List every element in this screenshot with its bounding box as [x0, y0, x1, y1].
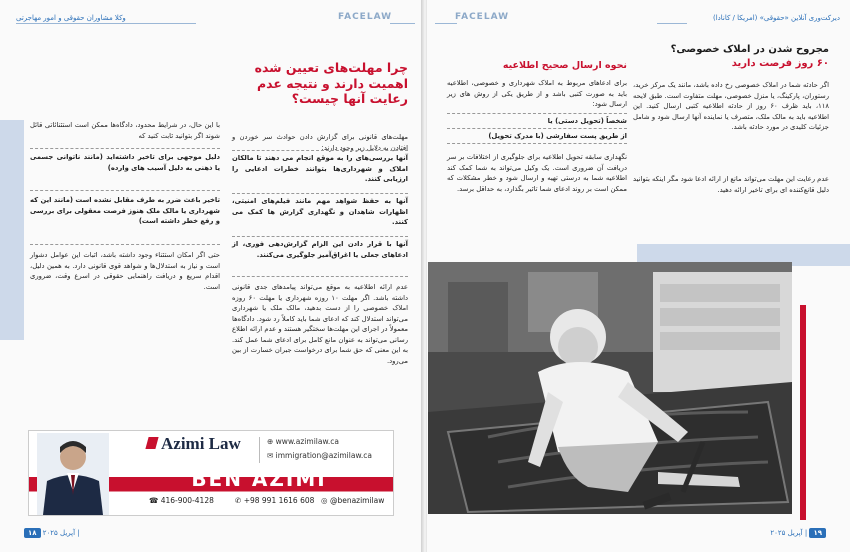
- phone-1-text: 416-900-4128: [160, 496, 214, 505]
- firm-name: Azimi Law: [161, 434, 241, 453]
- left-col-right-intro: مهلت‌های قانونی برای گزارش دادن حوادث سر خوردن و افتادن به دلایل زیر وجود دارند:: [232, 133, 408, 152]
- divider: [232, 236, 408, 238]
- left-blue-block: [0, 120, 24, 340]
- ad-divider: [259, 437, 260, 463]
- phone-1[interactable]: [149, 496, 214, 505]
- divider: [232, 276, 408, 278]
- divider: [232, 150, 408, 152]
- right-footer-date: آپریل ۲۰۲۵ |: [770, 529, 808, 537]
- notice-bullet-2: از طریق پست سفارشی (با مدرک تحویل): [488, 132, 627, 140]
- lawyer-name: BEN AZIMI: [191, 467, 327, 491]
- left-col-right-p1: آنها بررسی‌های را به موقع انجام می‌ دهند تا مالکان املاک و شهرداری‌ها بتوانند خطرات ادعایی را ارزیابی کنند.: [232, 154, 408, 184]
- email-text: immigration@azimilaw.ca: [275, 451, 372, 460]
- red-accent-bar: [800, 305, 806, 520]
- notice-title: نحوه ارسال صحیح اطلاعیه: [502, 60, 627, 71]
- left-page: [0, 0, 423, 552]
- private-property-p1: اگر حادثه شما در املاک خصوصی رخ داده باشد، مانند یک مرکز خرید، رستوران، پارکینگ، یا منزل خصوصی، مهلت متفاوت است. طبق لایحه ۱۱۸، باید ظرف ۶۰ روز از حادثه اطلاعیه کتبی ارسال کنید. این اطلاعیه باید به مالک ملک، متصرف یا نماینده آنها ارسال شود و شامل جزئیات کلیدی در مورد حادثه باشد.: [633, 81, 830, 132]
- notice-p1: برای ادعاهای مربوط به املاک شهرداری و خصوصی، اطلاعیه باید به صورت کتبی باشد و از طریق یکی از روش های زیر ارسال شود:: [447, 79, 627, 109]
- divider: [30, 244, 220, 246]
- left-col-right-p3: آنها با قرار دادن این الزام گزارش‌دهی فوری، از ادعاهای جعلی یا اغراق‌آمیز جلوگیری می‌کنند.: [232, 240, 408, 259]
- fallen-woman-photo: [428, 262, 792, 514]
- notice-bullet-1: شخصاً (تحویل دستی) یا: [547, 117, 627, 125]
- divider: [30, 148, 220, 150]
- divider: [30, 190, 220, 192]
- right-brand: FACELAW: [455, 12, 510, 22]
- left-col-right-p2: آنها به حفظ شواهد مهم مانند فیلم‌های امنیتی، اظهارات شاهدان و نگهداری گزارش ها کمک می کنند.: [232, 197, 408, 227]
- left-page-number: ۱۸: [24, 528, 41, 538]
- phone-2[interactable]: [235, 496, 314, 505]
- website-link[interactable]: ⊕ www.azimilaw.ca: [267, 437, 340, 446]
- whatsapp-icon: ✆: [235, 496, 242, 505]
- divider: [447, 143, 627, 145]
- right-footer: [770, 528, 826, 538]
- left-running-head: وکلا مشاوران حقوقی و امور مهاجرتی: [16, 14, 126, 22]
- left-col-left-p2: تاخیر باعث ضرر به طرف مقابل نشده است (مانند این که شهرداری یا مالک ملک هنوز فرصت معقولی برای بررسی و رفع خطر داشته است): [30, 196, 220, 226]
- left-brand: FACELAW: [338, 12, 393, 22]
- azimi-law-ad[interactable]: [28, 430, 394, 516]
- left-head-rule-2: [390, 23, 415, 24]
- left-col-left-p3: حتی اگر امکان استثناء وجود داشته باشد، اثبات این عوامل دشوار است و نیاز به استدلال‌ها و شواهد قوی قانونی دارد. به همین دلیل، اقدام سریع و دریافت راهنمایی حقوقی در اسرع وقت، ضروری است.: [30, 251, 220, 291]
- private-property-title: مجروح شدن در املاک خصوصی؟: [670, 44, 829, 55]
- left-footer-date: آپریل ۲۰۲۵ |: [42, 529, 80, 537]
- divider: [447, 113, 627, 115]
- left-col-right-p4: عدم ارائه اطلاعیه به موقع می‌تواند پیامدهای جدی قانونی داشته باشد. اگر مهلت ۱۰ روزه شهرداری یا مهلت ۶۰ روزه املاک خصوصی را از دست بدهید، مالک ملک یا شهرداری می‌تواند استدلال کند که ادعای شما باید کاملاً رد شود. دادگاه‌ها معمولاً در اجرای این مهلت‌ها سختگیر هستند و عدم ارائه اطلاع رسانی می‌تواند به عنوان مانع کامل برای ادعای شما عمل کند. به این معنی که حق شما برای درخواست جبران خسارت از بین می‌رود.: [232, 283, 409, 365]
- website-text: www.azimilaw.ca: [275, 437, 340, 446]
- left-col-left-p1: دلیل موجهی برای تاخیر داشته‌اید (مانند ناتوانی جسمی یا ذهنی به دلیل آسیب های وارده): [30, 153, 220, 172]
- right-head-rule-2: [435, 23, 457, 24]
- phone-2-text: +98 991 1616 608: [243, 496, 315, 505]
- email-link[interactable]: ✉ immigration@azimilaw.ca: [267, 451, 372, 460]
- right-page-number: ۱۹: [809, 528, 826, 538]
- instagram-icon: ◎: [321, 496, 328, 505]
- divider: [232, 193, 408, 195]
- notice-p2: نگهداری سابقه تحویل اطلاعیه برای جلوگیری از اختلافات بر سر دریافت آن ضروری است. یک وکیل می‌تواند به شما کمک کند اطلاعیه شما به درستی تهیه و ارسال شود و خطر مشکلات که ممکن است بر روند ادعای شما تاثیر بگذارد، به حداقل برسد.: [447, 153, 627, 193]
- left-head-rule: [16, 23, 196, 24]
- fall-scene-illustration: [428, 262, 792, 514]
- left-footer: [24, 528, 80, 538]
- sixty-days-title: ۶۰ روز فرصت دارید: [731, 58, 829, 69]
- divider: [447, 128, 627, 130]
- right-running-head: دیرکت‌وری آنلاین «حقوقی» (امریکا / کانادا): [712, 14, 840, 22]
- instagram-text: @benazimilaw: [329, 496, 385, 505]
- left-col-left-intro: با این حال، در شرایط محدود، دادگاه‌ها ممکن است استثنائاتی قائل شوند اگر بتوانید ثابت کنید که: [30, 121, 220, 140]
- lawyer-portrait: [37, 433, 109, 515]
- private-property-p2: عدم رعایت این مهلت می‌تواند مانع از ارائه ادعا شود مگر اینکه بتوانید دلیل قانع‌کننده ای برای تاخیر ارائه دهید.: [633, 175, 829, 194]
- phone-icon: ☎: [149, 496, 159, 505]
- right-head-rule: [657, 23, 687, 24]
- instagram-handle[interactable]: [321, 496, 384, 505]
- left-page-title: چرا مهلت‌های تعیین شده اهمیت دارند و نتیجه عدم رعایت آنها چیست؟: [254, 60, 408, 107]
